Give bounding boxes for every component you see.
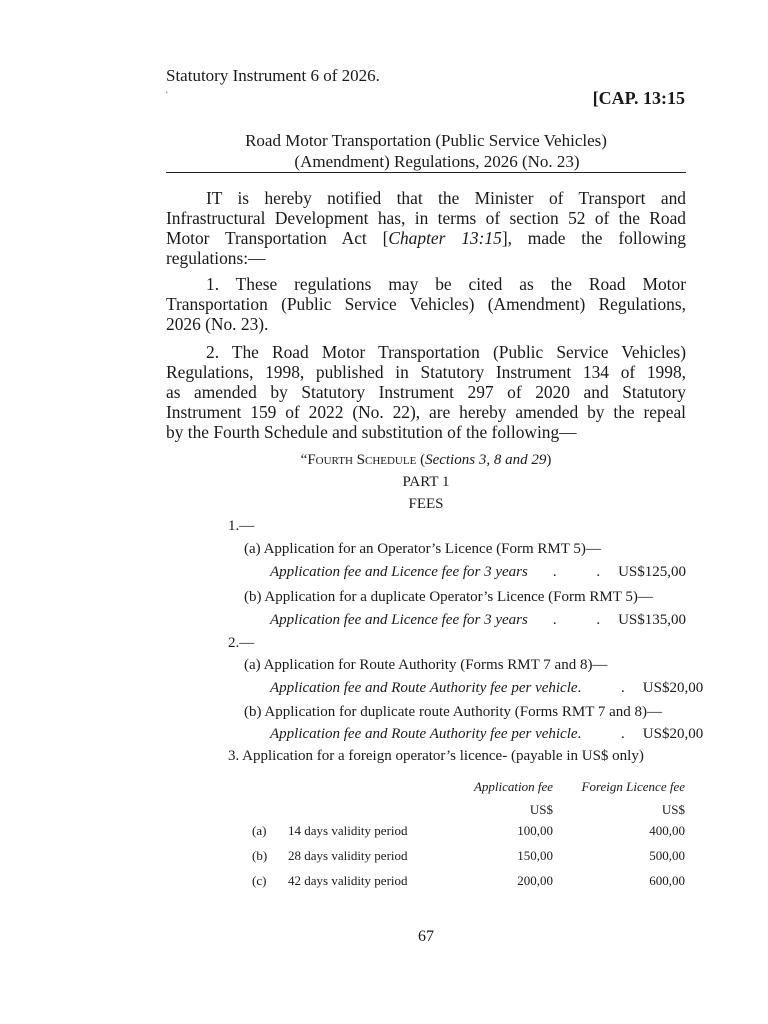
fee-row [270, 612, 686, 629]
row-app-fee: 100,00 [517, 823, 553, 838]
paragraph-line: Instrument 159 of 2022 (No. 22), are hereby amended by the repeal [166, 402, 686, 422]
row-label: (a) [252, 823, 267, 838]
stray-mark: ' [166, 90, 168, 100]
col-header-application-fee: Application fee [473, 779, 553, 794]
col-unit: US$ [529, 802, 553, 817]
chapter-reference: [CAP. 13:15 [592, 88, 685, 108]
fee-description: Application fee and Route Authority fee per vehicle [270, 726, 578, 742]
fee-amount: US$125,00 [618, 564, 686, 580]
paragraph-line: Transportation (Public Service Vehicles) (Amendment) Regulations, [166, 294, 686, 314]
regulation-title-line2: (Amendment) Regulations, 2026 (No. 23) [294, 152, 580, 171]
row-app-fee: 150,00 [517, 848, 553, 863]
item-2a: (a) Application for Route Authority (Forms RMT 7 and 8)— [244, 657, 608, 673]
paren: ( [416, 452, 426, 468]
paragraph-line: as amended by Statutory Instrument 297 of 2020 and Statutory [166, 382, 686, 402]
item-3: 3. Application for a foreign operator’s licence- (payable in US$ only) [228, 748, 644, 764]
row-period: 42 days validity period [288, 873, 408, 888]
item-2b: (b) Application for duplicate route Authority (Forms RMT 7 and 8)— [244, 704, 662, 720]
col-header-licence-fee: Foreign Licence fee [581, 779, 685, 794]
preamble-paragraph [166, 188, 686, 268]
act-chapter: Chapter 13:15 [388, 228, 502, 248]
open-quote: “ [300, 452, 308, 468]
schedule-sections: Sections 3, 8 and 29 [425, 452, 547, 468]
paragraph-line: 2026 (No. 23). [166, 314, 269, 334]
row-licence-fee: 500,00 [649, 848, 685, 863]
title-divider [166, 172, 686, 173]
schedule-name: Fourth Schedule [307, 452, 417, 468]
regulation-title-line1: Road Motor Transportation (Public Service Vehicles) [245, 131, 607, 150]
preamble-line [166, 228, 686, 248]
item-number: 2.— [228, 635, 255, 651]
fee-description: Application fee and Licence fee for 3 years [270, 612, 528, 628]
fees-heading: FEES [408, 496, 444, 512]
row-app-fee: 200,00 [517, 873, 553, 888]
paragraph-1 [166, 274, 686, 334]
preamble-text: Motor Transportation Act [ [166, 228, 389, 248]
row-label: (c) [252, 873, 267, 888]
fee-row [270, 726, 704, 743]
item-number: 1.— [228, 518, 255, 534]
col-unit: US$ [661, 802, 685, 817]
leader-dots: . . [552, 612, 619, 628]
fee-row [270, 564, 686, 581]
leader-dots: . . [577, 680, 643, 696]
fee-amount: US$20,00 [642, 726, 704, 742]
preamble-line: IT is hereby notified that the Minister of Transport and [206, 188, 686, 208]
schedule-heading [166, 452, 686, 469]
fee-amount: US$20,00 [642, 680, 704, 696]
row-label: (b) [252, 848, 268, 863]
paragraph-2 [166, 342, 686, 442]
preamble-text: ], made the following [501, 228, 686, 248]
paragraph-line: 2. The Road Motor Transportation (Public Service Vehicles) [206, 342, 686, 362]
paragraph-line: by the Fourth Schedule and substitution of the following— [166, 422, 577, 442]
paragraph-line: 1. These regulations may be cited as the Road Motor [206, 274, 686, 294]
row-licence-fee: 400,00 [649, 823, 685, 838]
row-period: 28 days validity period [288, 848, 408, 863]
fee-amount: US$135,00 [618, 612, 686, 628]
paren: ) [546, 452, 552, 468]
preamble-line: regulations:— [166, 248, 266, 268]
fee-description: Application fee and Licence fee for 3 years [270, 564, 528, 580]
instrument-number: Statutory Instrument 6 of 2026. [166, 66, 380, 85]
row-period: 14 days validity period [288, 823, 408, 838]
leader-dots: . . [552, 564, 619, 580]
page-number: 67 [418, 928, 434, 945]
preamble-line: Infrastructural Development has, in terms of section 52 of the Road [166, 208, 686, 228]
paragraph-line: Regulations, 1998, published in Statutory Instrument 134 of 1998, [166, 362, 686, 382]
fee-description: Application fee and Route Authority fee per vehicle [270, 680, 578, 696]
item-1b: (b) Application for a duplicate Operator’s Licence (Form RMT 5)— [244, 589, 653, 605]
leader-dots: . . [577, 726, 643, 742]
row-licence-fee: 600,00 [649, 873, 685, 888]
fee-row [270, 680, 704, 697]
item-1a: (a) Application for an Operator’s Licence (Form RMT 5)— [244, 541, 601, 557]
part-heading: PART 1 [402, 474, 450, 490]
